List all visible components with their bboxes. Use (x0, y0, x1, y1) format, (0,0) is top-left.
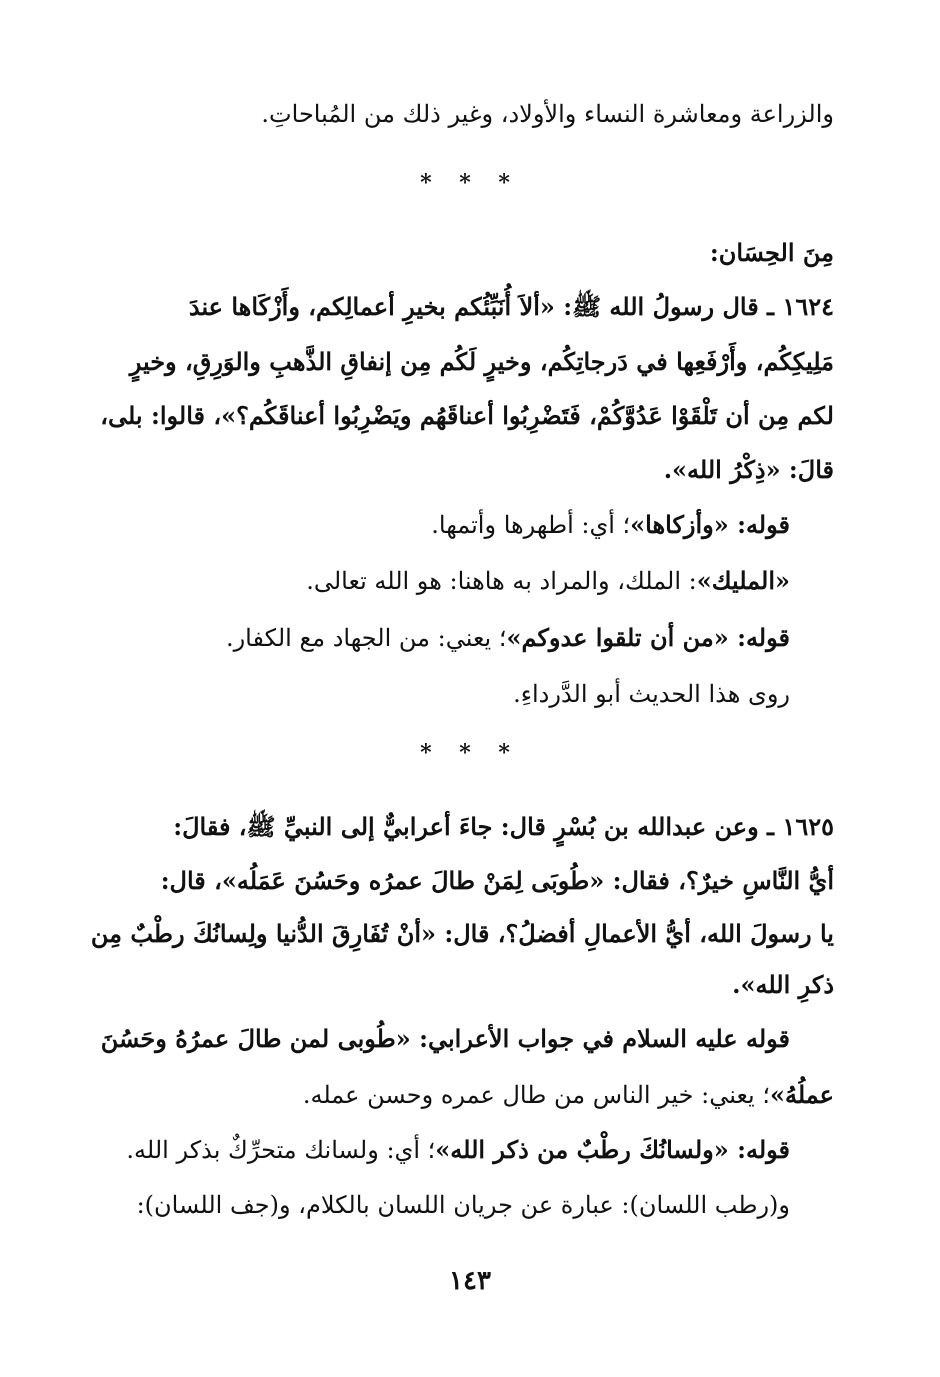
text-span: : الملك، والمراد به هاهنا: هو الله تعالى. (306, 567, 697, 595)
text-span-bold: قوله: «من أن تلقوا عدوكم» (506, 623, 790, 652)
text-span: ؛ أي: أطهرها وأتمها. (431, 511, 631, 539)
hadith-line (106, 455, 834, 484)
text-span: قالَ: «ذِكْرُ الله». (663, 455, 834, 484)
text-span: ١٦٢٥ ـ وعن عبدالله بن بُسْرٍ قال: جاءَ أعرابيٌّ إلى النبيِّ ﷺ، فقالَ: (173, 812, 834, 841)
text-span: روى هذا الحديث أبو الدَّرداءِ. (513, 680, 790, 708)
commentary-line (106, 566, 790, 595)
hadith-line (100, 401, 834, 430)
text-span: لكم مِن أن تَلْقَوْا عَدُوَّكُمْ، فَتَضْرِبُوا أعناقَهُم ويَضْرِبُوا أعناقَكُم؟»، قالوا: بلى، (100, 401, 834, 430)
section-separator: * * * (420, 170, 520, 196)
text-span-bold: قوله: «وأزكاها» (630, 510, 790, 539)
text-span: ؛ يعني: خير الناس من طال عمره وحسن عمله. (302, 1081, 770, 1109)
commentary-line (106, 1080, 834, 1109)
text-span: أيُّ النَّاسِ خيرٌ؟، فقال: «طُوبَى لِمَنْ طالَ عمرُه وحَسُنَ عَمَلُه»، قال: (160, 866, 834, 895)
hadith-line (106, 812, 834, 847)
text-span: ذكرِ الله». (732, 970, 834, 999)
commentary-line (106, 510, 790, 539)
text-span-bold: «المليك» (696, 566, 790, 595)
text-span: قوله عليه السلام في جواب الأعرابي: «طُوبى لمن طالَ عمرُهُ وحَسُنَ (100, 1024, 790, 1053)
commentary-line (106, 1135, 790, 1164)
hadith-line (106, 866, 834, 895)
section-separator: * * * (420, 740, 520, 766)
text-span: مِنَ الحِسَان: (709, 238, 834, 267)
section-heading (106, 238, 834, 267)
text-span-bold: عملُهُ» (769, 1080, 834, 1109)
hadith-line (106, 347, 834, 376)
commentary-line (106, 623, 790, 652)
text-span: ؛ يعني: من الجهاد مع الكفار. (225, 624, 507, 652)
hadith-line (106, 970, 834, 999)
text-span: والزراعة ومعاشرة النساء والأولاد، وغير ذلك من المُباحاتِ. (261, 100, 834, 128)
text-span: يا رسولَ الله، أيُّ الأعمالِ أفضلُ؟، قال: «أنْ تُفَارِقَ الدُّنيا ولِسانُكَ رطْبٌ مِن (90, 919, 834, 948)
text-line (106, 100, 834, 128)
text-span: و(رطب اللسان): عبارة عن جريان اللسان بالكلام، و(جف اللسان): (136, 1191, 790, 1219)
text-span: ١٦٢٤ ـ قال رسولُ الله ﷺ: «ألاَ أُنَبِّئُكم بخيرِ أعمالِكم، وأَزْكَاها عندَ (188, 292, 834, 321)
text-span-bold: قوله: «ولسانُكَ رطْبٌ من ذكر الله» (435, 1135, 790, 1164)
hadith-line (106, 292, 834, 327)
commentary-line (100, 1024, 790, 1053)
hadith-line (90, 919, 834, 948)
text-span: ؛ أي: ولسانك متحرِّكٌ بذكر الله. (126, 1136, 436, 1164)
page-number: ١٤٣ (449, 1266, 491, 1296)
commentary-line (106, 680, 790, 708)
text-span: مَلِيكِكُم، وأَرْفَعِها في دَرجاتِكُم، وخيرٍ لَكُم مِن إنفاقِ الذَّهبِ والوَرِقِ، وخيرٍ (129, 347, 834, 376)
commentary-line (106, 1191, 790, 1219)
